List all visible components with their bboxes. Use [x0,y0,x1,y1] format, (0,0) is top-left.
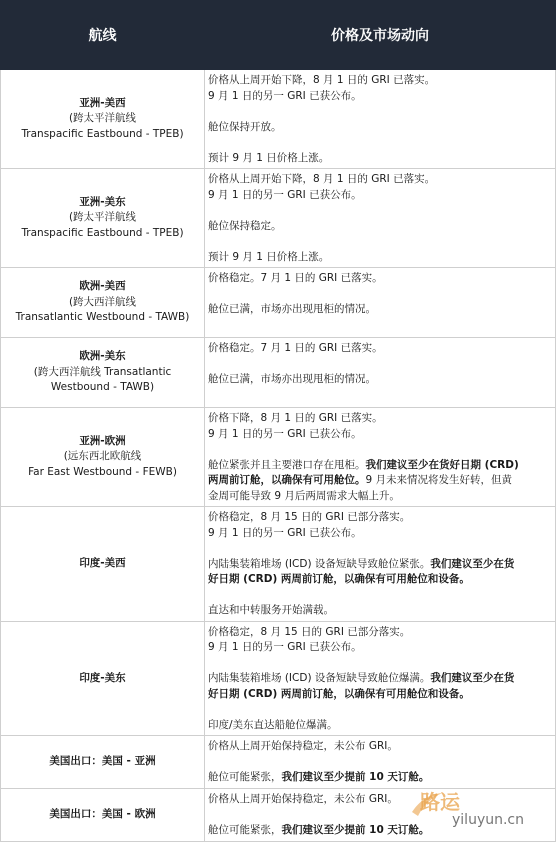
route-cell [1,70,205,169]
recommendation-text: 好日期 (CRD) 两周前订舱，以确保有可用舱位和设备。 [208,573,470,585]
route-cell [1,788,205,841]
paragraph-gap [208,656,551,672]
route-subtitle: Westbound - TAWB) [50,381,155,394]
detail-line [208,473,551,489]
detail-text: 直达和中转服务开始满载。 [208,604,334,616]
route-name: 亚洲-美东 [79,195,126,208]
detail-text: 价格稳定。7 月 1 日的 GRI 已落实。 [208,272,383,284]
route-subtitle: (跨太平洋航线 [68,211,137,224]
route-cell [1,507,205,622]
paragraph-gap [208,287,551,303]
detail-line [208,427,551,443]
detail-line [208,219,551,235]
detail-line [208,770,551,786]
table-row [1,408,556,507]
paragraph-gap [208,203,551,219]
detail-text: 内陆集装箱堆场 (ICD) 设备短缺导致舱位爆满。 [208,672,431,684]
route-cell [1,169,205,268]
detail-line [208,89,551,105]
detail-text: 9 月未来情况将发生好转，但黄 [365,474,513,486]
detail-text: 舱位可能紧张， [208,771,282,783]
detail-text: 价格下降，8 月 1 日的 GRI 已落实。 [208,412,383,424]
detail-text: 内陆集装箱堆场 (ICD) 设备短缺导致舱位紧张。 [208,557,431,570]
paragraph-gap [208,702,551,718]
paragraph-gap [208,135,551,151]
detail-text: 9 月 1 日的另一 GRI 已获公布。 [208,526,362,539]
route-cell [1,338,205,408]
table-row [1,268,556,338]
detail-text: 价格从上周开始下降，8 月 1 日的 GRI 已落实。 [208,173,436,185]
detail-line [208,151,551,167]
detail-line [208,557,551,573]
detail-text: 9 月 1 日的另一 GRI 已获公布。 [208,89,362,102]
detail-line [208,671,551,687]
detail-text: 价格从上周开始保持稳定，未公布 GRI。 [208,792,398,805]
route-subtitle: (跨太平洋航线 [68,112,137,125]
header-route: 航线 [1,1,205,70]
route-name: 美国出口：美国 - 亚洲 [49,755,156,767]
detail-line [208,625,551,641]
market-detail-cell [205,169,556,268]
market-detail-cell [205,268,556,338]
detail-line [208,188,551,204]
detail-text: 印度/美东直达船舱位爆满。 [208,718,338,731]
detail-line [208,73,551,89]
route-subtitle: (跨大西洋航线 Transatlantic [33,365,172,378]
watermark-logo: 路运 [420,790,460,814]
detail-line [208,458,551,474]
table-row [1,621,556,736]
header-price-trend: 价格及市场动向 [205,1,556,70]
detail-line [208,172,551,188]
detail-line [208,739,551,755]
recommendation-text: 好日期 (CRD) 两周前订舱，以确保有可用舱位和设备。 [208,687,470,700]
recommendation-text: 我们建议至少在货 [430,672,515,684]
market-detail-cell [205,621,556,736]
route-subtitle: Transatlantic Westbound - TAWB) [15,311,190,324]
route-cell [1,621,205,736]
paragraph-gap [208,541,551,557]
detail-text: 价格从上周开始保持稳定，未公布 GRI。 [208,740,398,752]
detail-text: 预计 9 月 1 日价格上涨。 [208,151,330,164]
route-name: 欧洲-美西 [79,280,126,293]
detail-text: 9 月 1 日的另一 GRI 已获公布。 [208,188,362,201]
detail-text: 舱位已满，市场亦出现甩柜的情况。 [208,303,376,315]
route-name: 印度-美西 [79,557,126,569]
route-name: 美国出口：美国 - 欧洲 [49,807,156,820]
market-detail-cell [205,736,556,789]
detail-text: 舱位紧张并且主要港口存在甩柜。 [208,458,366,471]
route-name: 欧洲-美东 [79,350,126,363]
paragraph-gap [208,357,551,373]
detail-text: 金周可能导致 9 月后两周需求大幅上升。 [208,489,400,502]
table-row [1,70,556,169]
route-subtitle: Transpacific Eastbound - TPEB) [21,226,184,239]
route-name: 印度-美东 [79,671,126,684]
detail-text: 预计 9 月 1 日价格上涨。 [208,250,330,263]
detail-line [208,120,551,136]
route-subtitle: (跨大西洋航线 [68,295,137,308]
detail-line [208,687,551,703]
paragraph-gap [208,234,551,250]
detail-line [208,302,551,318]
detail-text: 价格稳定，8 月 15 日的 GRI 已部分落实。 [208,625,411,638]
recommendation-text: 我们建议至少提前 10 天订舱。 [281,771,430,783]
detail-text: 9 月 1 日的另一 GRI 已获公布。 [208,427,362,440]
route-name: 亚洲-美西 [79,96,126,109]
detail-line [208,411,551,427]
route-subtitle: (远东西北欧航线 [63,450,142,463]
recommendation-text: 我们建议至少在货好日期 (CRD) [365,458,519,471]
detail-text: 9 月 1 日的另一 GRI 已获公布。 [208,641,362,653]
table-row [1,338,556,408]
detail-line [208,510,551,526]
detail-text: 舱位保持稳定。 [208,219,282,232]
table-header-row [1,1,556,70]
detail-text: 舱位已满，市场亦出现甩柜的情况。 [208,373,376,385]
route-cell [1,408,205,507]
market-detail-cell [205,70,556,169]
detail-text: 舱位保持开放。 [208,120,282,133]
detail-line [208,271,551,287]
detail-line [208,341,551,357]
route-cell [1,736,205,789]
table-row [1,169,556,268]
paragraph-gap [208,104,551,120]
route-name: 亚洲-欧洲 [79,434,126,447]
recommendation-text: 我们建议至少提前 10 天订舱。 [281,823,430,836]
detail-line [208,603,551,619]
watermark-url: yiluyun.cn [452,812,524,828]
detail-line [208,250,551,266]
market-detail-cell [205,338,556,408]
recommendation-text: 两周前订舱，以确保有可用舱位。 [208,474,366,486]
route-cell [1,268,205,338]
paragraph-gap [208,755,551,771]
watermark [410,786,560,835]
route-subtitle: Far East Westbound - FEWB) [28,465,177,478]
detail-text: 价格稳定。7 月 1 日的 GRI 已落实。 [208,342,383,354]
detail-line [208,489,551,505]
table-row [1,736,556,789]
detail-text: 舱位可能紧张， [208,823,282,836]
detail-line [208,640,551,656]
route-subtitle: Transpacific Eastbound - TPEB) [21,127,184,140]
detail-line [208,572,551,588]
market-detail-cell [205,408,556,507]
recommendation-text: 我们建议至少在货 [430,557,515,570]
detail-line [208,526,551,542]
paragraph-gap [208,588,551,604]
detail-line [208,372,551,388]
market-detail-cell [205,507,556,622]
detail-text: 价格稳定，8 月 15 日的 GRI 已部分落实。 [208,511,411,523]
detail-text: 价格从上周开始下降，8 月 1 日的 GRI 已落实。 [208,74,436,86]
detail-line [208,718,551,734]
table-row [1,507,556,622]
paragraph-gap [208,442,551,458]
